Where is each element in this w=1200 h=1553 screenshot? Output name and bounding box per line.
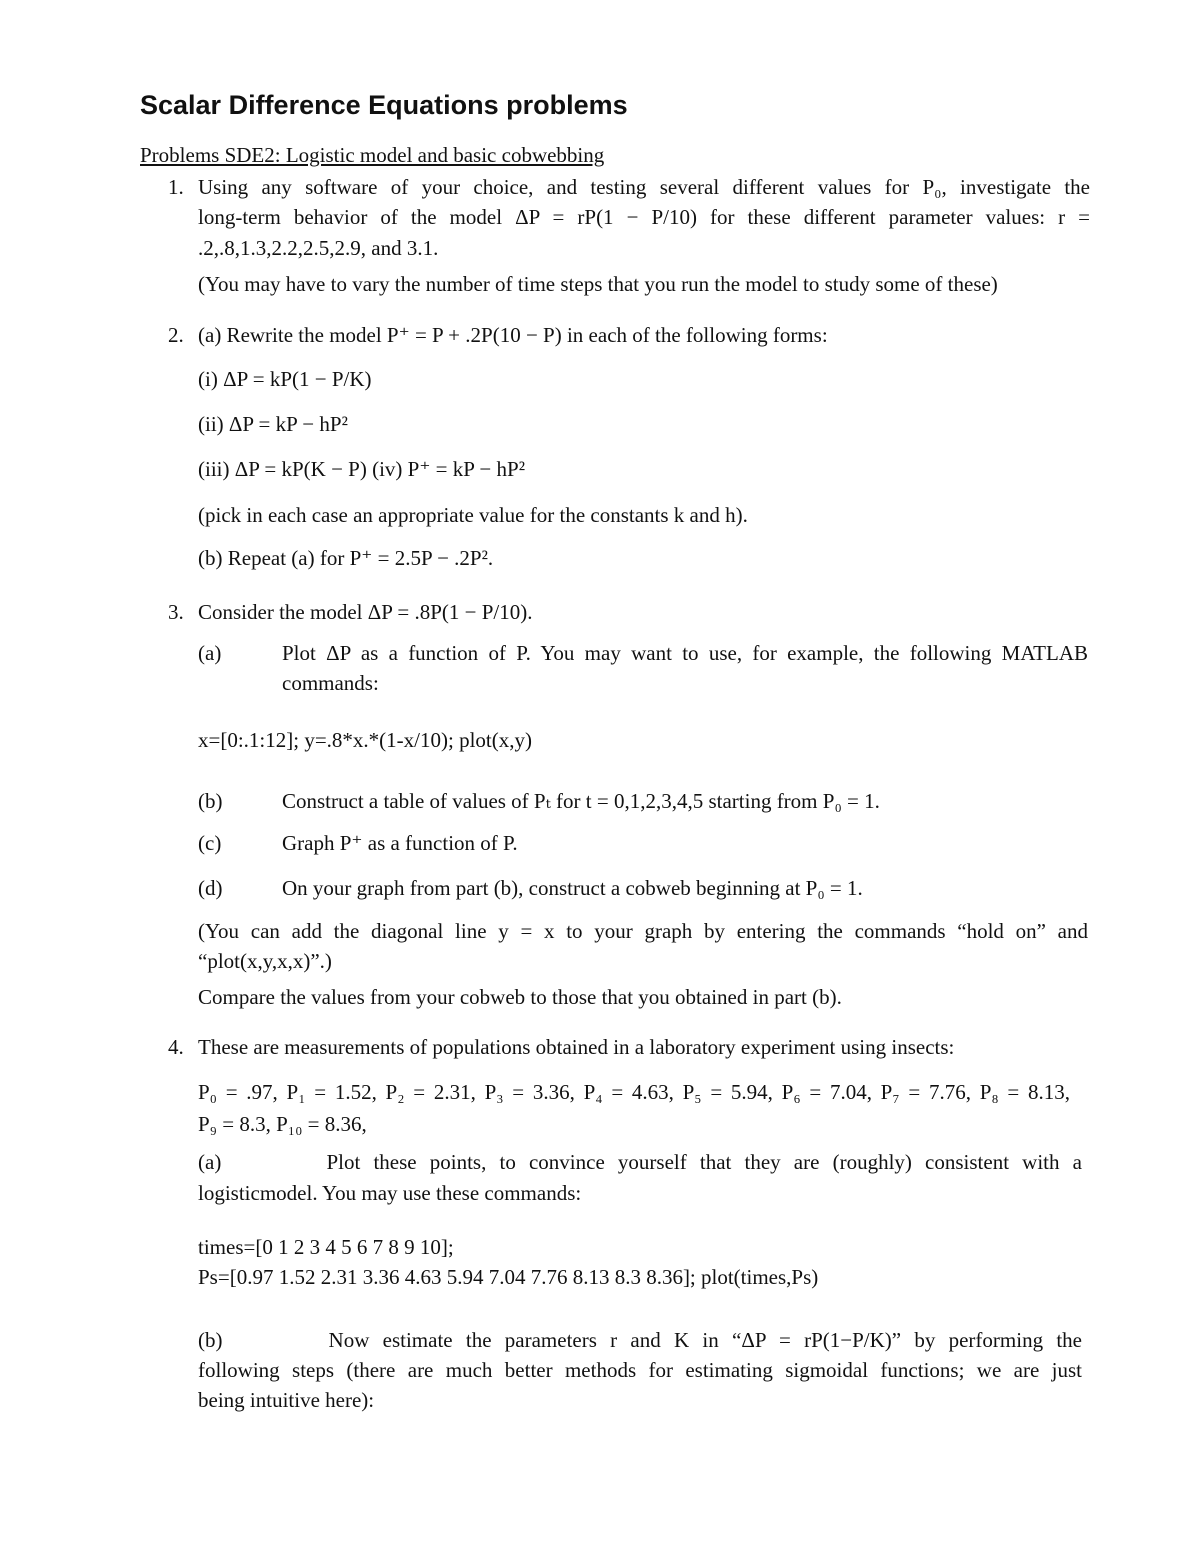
problem-3-code: x=[0:.1:12]; y=.8*x.*(1-x/10); plot(x,y)	[198, 728, 532, 752]
problem-2-form-ii: (ii) ΔP = kP − hP²	[198, 412, 348, 436]
problem-1-note: (You may have to vary the number of time steps that you run the model to study some of these)	[198, 272, 998, 296]
problem-3-intro: Consider the model ΔP = .8P(1 − P/10).	[198, 600, 533, 624]
problem-4-data-line-1: P₀ = .97, P₁ = 1.52, P₂ = 2.31, P₃ = 3.36, P₄ = 4.63, P₅ = 5.94, P₆ = 7.04, P₇ = 7.76, P₈ = 8.13,	[198, 1080, 1070, 1104]
problem-1-line-2: long-term behavior of the model ΔP = rP(1 − P/10) for these different parameter values: r =	[198, 205, 1090, 229]
section-heading: Problems SDE2: Logistic model and basic cobwebbing	[140, 143, 605, 167]
problem-4-b-line-1: (b) Now estimate the parameters r and K in “ΔP = rP(1−P/K)” by performing the	[198, 1328, 1082, 1352]
problem-2-form-iii-iv: (iii) ΔP = kP(K − P) (iv) P⁺ = kP − hP²	[198, 457, 525, 481]
problem-1-line-1: Using any software of your choice, and testing several different values for P₀, investigate the	[198, 175, 1090, 199]
problem-4-intro: These are measurements of populations obtained in a laboratory experiment using insects:	[198, 1035, 955, 1059]
problem-4-b-line-3: being intuitive here):	[198, 1388, 375, 1412]
problem-2-pick-note: (pick in each case an appropriate value for the constants k and h).	[198, 503, 748, 527]
problem-3-compare: Compare the values from your cobweb to those that you obtained in part (b).	[198, 985, 842, 1009]
problem-3-a-label: (a)	[198, 641, 222, 665]
problem-2-number: 2.	[168, 323, 184, 347]
problem-3-a-line-1: Plot ΔP as a function of P. You may want to use, for example, the following MATLAB	[282, 641, 1088, 665]
problem-3-b-label: (b)	[198, 789, 223, 813]
problem-3-c-text: Graph P⁺ as a function of P.	[282, 831, 518, 855]
problem-1-line-3: .2,.8,1.3,2.2,2.5,2.9, and 3.1.	[198, 236, 439, 260]
problem-2-part-a: (a) Rewrite the model P⁺ = P + .2P(10 − P) in each of the following forms:	[198, 323, 828, 347]
problem-3-number: 3.	[168, 600, 184, 624]
problem-2-form-i: (i) ΔP = kP(1 − P/K)	[198, 367, 372, 391]
problem-1-number: 1.	[168, 175, 184, 199]
problem-3-d-text: On your graph from part (b), construct a cobweb beginning at P₀ = 1.	[282, 876, 863, 900]
problem-2-part-b: (b) Repeat (a) for P⁺ = 2.5P − .2P².	[198, 546, 494, 570]
problem-3-d-label: (d)	[198, 876, 223, 900]
problem-4-number: 4.	[168, 1035, 184, 1059]
problem-4-code-ps: Ps=[0.97 1.52 2.31 3.36 4.63 5.94 7.04 7.76 8.13 8.3 8.36]; plot(times,Ps)	[198, 1265, 819, 1289]
problem-4-a-line-2: logisticmodel. You may use these commands:	[198, 1181, 582, 1205]
problem-3-a-line-2: commands:	[282, 671, 379, 695]
problem-3-c-label: (c)	[198, 831, 222, 855]
problem-3-note-line-2: “plot(x,y,x,x)”.)	[198, 949, 332, 973]
problem-4-data-line-2: P₉ = 8.3, P₁₀ = 8.36,	[198, 1112, 367, 1136]
problem-3-b-text: Construct a table of values of Pₜ for t = 0,1,2,3,4,5 starting from P₀ = 1.	[282, 789, 880, 813]
page-title: Scalar Difference Equations problems	[140, 90, 628, 120]
problem-4-code-times: times=[0 1 2 3 4 5 6 7 8 9 10];	[198, 1235, 454, 1259]
problem-3-note-line-1: (You can add the diagonal line y = x to your graph by entering the commands “hold on” and	[198, 919, 1088, 943]
problem-4-b-line-2: following steps (there are much better methods for estimating sigmoidal functions; we are just	[198, 1358, 1082, 1382]
problem-4-a-line-1: (a) Plot these points, to convince yourself that they are (roughly) consistent with a	[198, 1150, 1082, 1174]
